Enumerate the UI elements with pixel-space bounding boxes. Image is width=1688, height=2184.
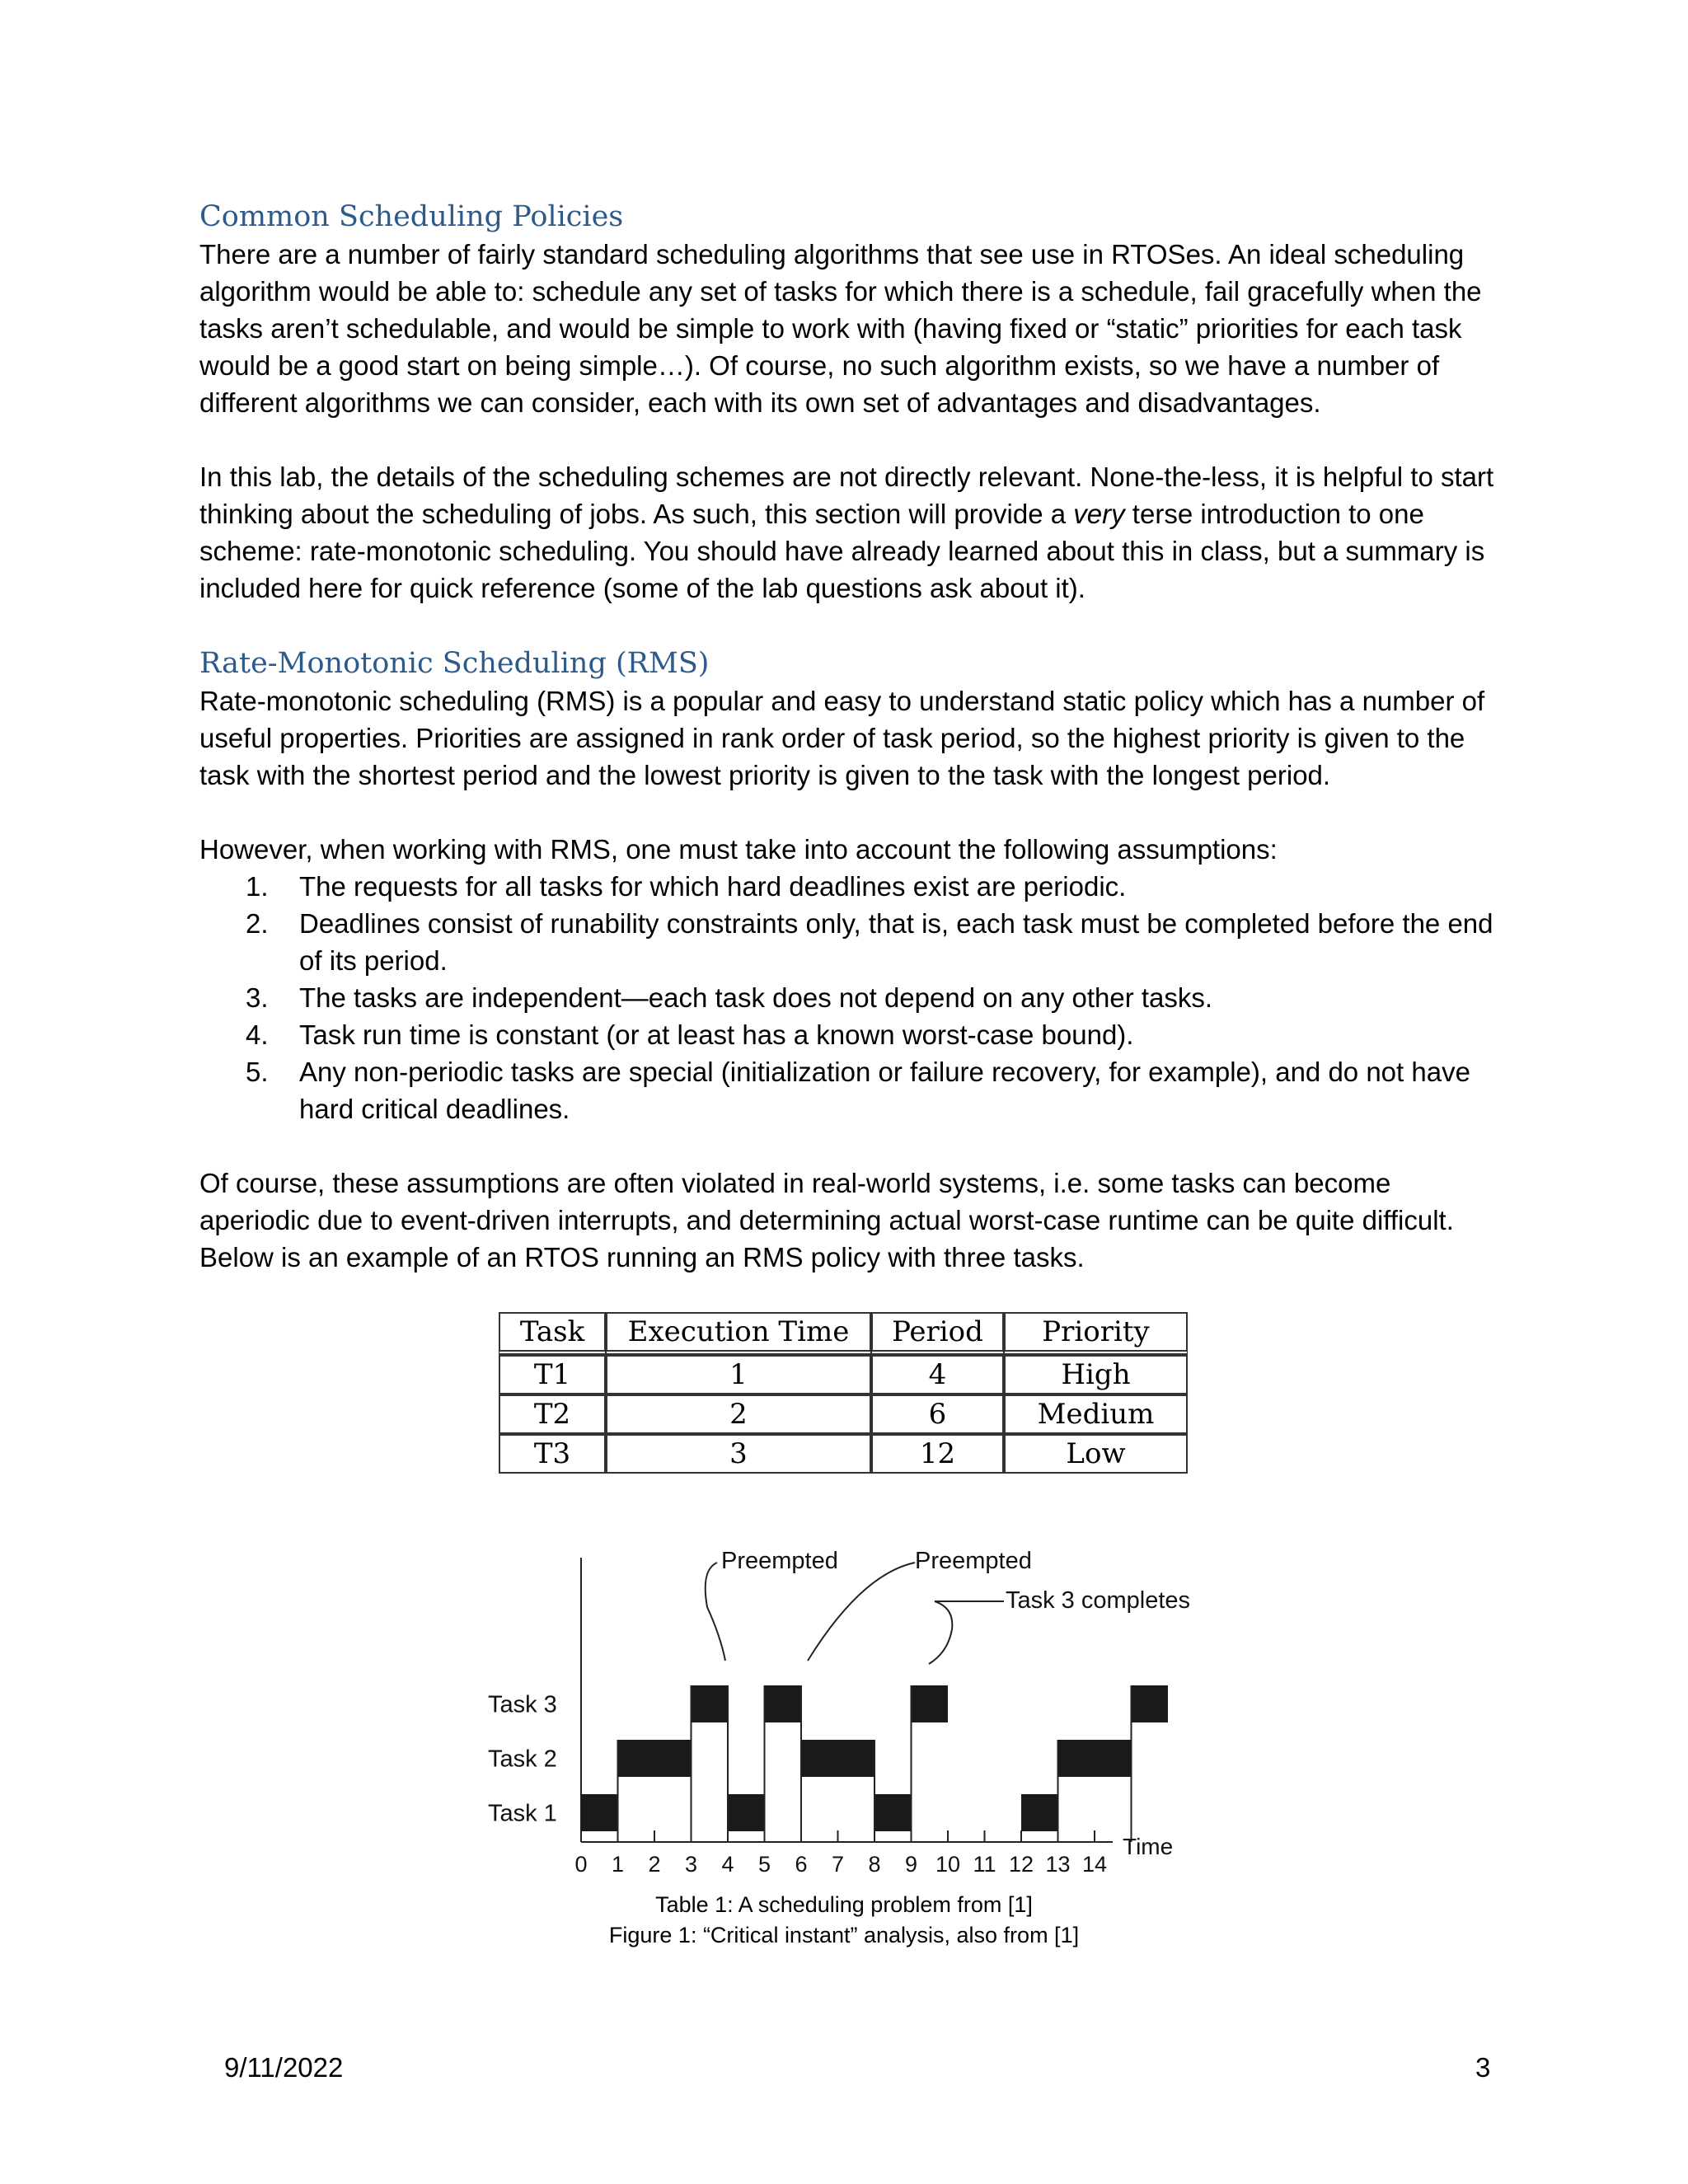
table-row [499,1355,1188,1394]
page-number: 3 [1475,2052,1491,2083]
column-header: Task [499,1312,606,1355]
figure-caption: Figure 1: “Critical instant” analysis, also from [1] [608,1923,1080,1947]
table-cell: High [1004,1355,1188,1394]
annotation-leader-preempted-1 [706,1563,725,1661]
critical-instant-chart [486,1537,1212,1883]
table-cell: Low [1004,1434,1188,1474]
paragraph-assumptions-violated: Of course, these assumptions are often violated in real-world systems, i.e. some tasks can become aperiodic due to event-driven interrupts, and determining actual worst-case runtime can be quite difficult. Below is an example of an RTOS running an RMS policy with three tasks. [199,1168,1454,1272]
x-tick-label: 14 [1081,1852,1108,1877]
x-tick-label: 11 [973,1852,996,1877]
x-tick-label: 0 [574,1852,588,1877]
emphasis-very: very [1073,499,1125,529]
footer-date: 9/11/2022 [224,2052,344,2083]
lane-label: Task 3 [488,1691,557,1718]
x-tick-label: 13 [1045,1852,1071,1877]
annotation-leader-task3-completes [929,1601,1004,1664]
column-header: Period [871,1312,1004,1355]
table-row [499,1394,1188,1434]
assumptions-list [199,868,1498,1127]
x-tick-label: 1 [611,1852,625,1877]
x-tick-label: 5 [757,1852,771,1877]
lane-label: Task 2 [488,1746,557,1773]
execution-block [1132,1685,1169,1722]
x-tick-label: 12 [1008,1852,1034,1877]
scheduling-table [499,1312,1188,1474]
paragraph-lab-context: In this lab, the details of the scheduling schemes are not directly relevant. None-the-less, it is helpful to start thinking about the scheduling of jobs. As such, this section will provide a very terse introduction to one scheme: rate-monotonic scheduling. You should have already learned about this in class, but a summary is included here for quick reference (some of the lab questions ask about it). [199,462,1494,603]
table-cell: T2 [499,1394,606,1434]
execution-block [765,1685,802,1722]
execution-block [912,1685,949,1722]
x-tick-label: 4 [721,1852,734,1877]
execution-block [801,1740,874,1777]
execution-block [874,1794,912,1831]
list-item: 5. Any non-periodic tasks are special (initialization or failure recovery, for example), and do not have hard critical deadlines. [246,1057,1470,1124]
table-cell: 1 [606,1355,871,1394]
list-item: 2. Deadlines consist of runability constraints only, that is, each task must be completed before the end of its period. [246,908,1493,976]
table-cell: 2 [606,1394,871,1434]
table-cell: 12 [871,1434,1004,1474]
body-content [199,198,1498,1276]
execution-block [581,1794,618,1831]
execution-block [1058,1740,1132,1777]
table-caption: Table 1: A scheduling problem from [1] [655,1892,1033,1917]
table-row [499,1434,1188,1474]
x-tick-label: 2 [648,1852,661,1877]
table-cell: 4 [871,1355,1004,1394]
table-cell: 3 [606,1434,871,1474]
x-tick-label: 10 [935,1852,961,1877]
annotation-preempted-1: Preempted [721,1548,838,1574]
paragraph-scheduling-intro: There are a number of fairly standard scheduling algorithms that see use in RTOSes. An ideal scheduling algorithm would be able to: schedule any set of tasks for which there is a schedule, fail gracefully when the tasks aren’t schedulable, and would be simple to work with (having fixed or “static” priorities for each task would be a good start on being simple…). Of course, no such algorithm exists, so we have a number of different algorithms we can consider, each with its own set of advantages and disadvantages. [199,239,1482,418]
table-cell: 6 [871,1394,1004,1434]
annotation-preempted-2: Preempted [915,1548,1032,1574]
list-item: 4. Task run time is constant (or at least has a known worst-case bound). [246,1019,1134,1050]
table-cell: Medium [1004,1394,1188,1434]
lane-label: Task 1 [488,1800,557,1827]
paragraph-assumptions-intro: However, when working with RMS, one must take into account the following assumptions: [199,834,1278,865]
column-header: Priority [1004,1312,1188,1355]
annotation-task3-completes: Task 3 completes [1006,1587,1191,1614]
execution-block [1021,1794,1058,1831]
annotation-leader-preempted-2 [808,1563,915,1661]
x-tick-label: 3 [684,1852,698,1877]
section-heading-rms: Rate-Monotonic Scheduling (RMS) [199,647,710,680]
paragraph-rms-intro: Rate-monotonic scheduling (RMS) is a popular and easy to understand static policy which has a number of useful properties. Priorities are assigned in rank order of task period, so the highest priority is given to the task with the shortest period and the lowest priority is given to the task with the longest period. [199,686,1485,790]
list-item: 3. The tasks are independent—each task does not depend on any other tasks. [246,982,1213,1013]
column-header: Execution Time [606,1312,871,1355]
execution-block [618,1740,692,1777]
x-tick-label: 6 [795,1852,808,1877]
x-tick-label: 8 [868,1852,881,1877]
table-cell: T1 [499,1355,606,1394]
section-heading-scheduling-policies: Common Scheduling Policies [199,200,624,233]
x-tick-label: 7 [831,1852,845,1877]
x-axis-label: Time [1123,1834,1174,1859]
x-tick-label: 9 [904,1852,918,1877]
list-item: 1. The requests for all tasks for which hard deadlines exist are periodic. [246,871,1127,902]
table-header-row [499,1312,1188,1355]
execution-block [692,1685,729,1722]
table-cell: T3 [499,1434,606,1474]
execution-block [728,1794,765,1831]
